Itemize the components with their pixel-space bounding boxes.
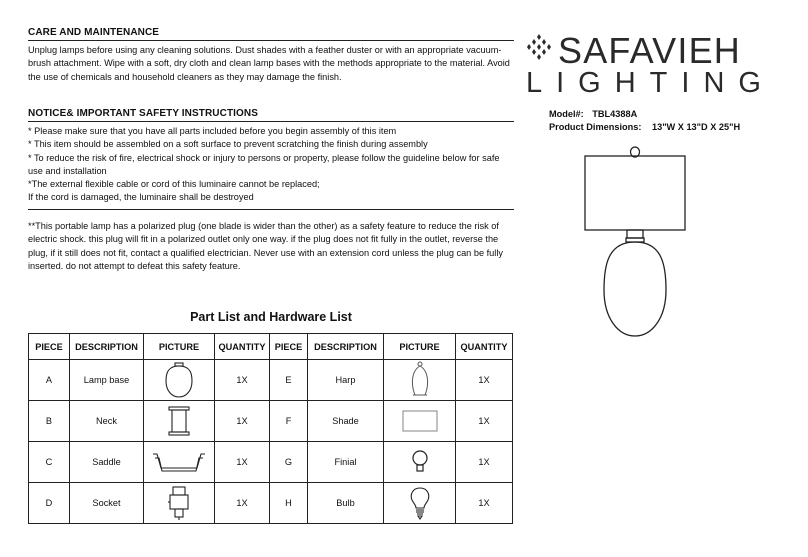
- finial-icon: [409, 449, 431, 475]
- picture-cell: [144, 483, 215, 524]
- dimensions-label: Product Dimensions:: [549, 122, 642, 132]
- safety-line-2: * This item should be assembled on a soft surface to prevent scratching the finish during assembly: [28, 139, 428, 150]
- model-label: Model#:: [549, 109, 584, 119]
- safety-divider: [28, 121, 514, 122]
- picture-cell: [144, 360, 215, 401]
- header-piece: PIECE: [270, 334, 308, 360]
- description-cell: Socket: [70, 483, 144, 524]
- description-cell: Bulb: [308, 483, 384, 524]
- brand-name: SAFAVIEH: [558, 30, 741, 71]
- care-divider: [28, 40, 514, 41]
- neck-icon: [166, 405, 192, 437]
- header-quantity: QUANTITY: [456, 334, 513, 360]
- safety-line-4: *The external flexible cable or cord of this luminaire cannot be replaced;: [28, 179, 320, 190]
- header-description: DESCRIPTION: [70, 334, 144, 360]
- piece-cell: C: [29, 442, 70, 483]
- piece-cell: F: [270, 401, 308, 442]
- header-description: DESCRIPTION: [308, 334, 384, 360]
- care-heading: CARE AND MAINTENANCE: [28, 27, 160, 38]
- care-section: [28, 27, 514, 84]
- bulb-icon: [408, 486, 432, 520]
- piece-cell: B: [29, 401, 70, 442]
- safety-section: [28, 108, 514, 213]
- description-cell: Shade: [308, 401, 384, 442]
- description-cell: Finial: [308, 442, 384, 483]
- brand-logo: [524, 30, 784, 100]
- safety-line-5: If the cord is damaged, the luminaire shall be destroyed: [28, 192, 254, 203]
- table-row: [29, 401, 513, 442]
- description-cell: Neck: [70, 401, 144, 442]
- model-line: [549, 108, 740, 121]
- polarized-text: **This portable lamp has a polarized plug (one blade is wider than the other) as a safety feature to reduce the risk of electric shock. this plug will fit in a polarized outlet only one way. if the plug does not fit fully in the outlet, reverse the plug, if it still does not fit, contact a qualified electrician. Never use with an extension cord unless the plug can be fully inserted. do not attempt to defeat this safety feature.: [28, 221, 503, 271]
- description-cell: Saddle: [70, 442, 144, 483]
- quantity-cell: 1X: [456, 442, 513, 483]
- saddle-icon: [151, 450, 207, 474]
- description-cell: Lamp base: [70, 360, 144, 401]
- lamp-base-icon: [164, 361, 194, 399]
- picture-cell: [384, 401, 456, 442]
- shade-icon: [401, 408, 439, 434]
- table-row: [29, 442, 513, 483]
- quantity-cell: 1X: [215, 360, 270, 401]
- safety-bottom-divider: [28, 209, 514, 210]
- header-piece: PIECE: [29, 334, 70, 360]
- header-picture: PICTURE: [144, 334, 215, 360]
- quantity-cell: 1X: [456, 483, 513, 524]
- description-cell: Harp: [308, 360, 384, 401]
- picture-cell: [384, 360, 456, 401]
- quantity-cell: 1X: [456, 360, 513, 401]
- piece-cell: A: [29, 360, 70, 401]
- dimensions-value: 13"W X 13"D X 25"H: [651, 122, 741, 132]
- model-value: TBL4388A: [592, 109, 638, 119]
- header-picture: PICTURE: [384, 334, 456, 360]
- care-text: Unplug lamps before using any cleaning solutions. Dust shades with a feather duster or with an appropriate vacuum-brush attachment. Wipe with a soft, dry cloth and clean lamp bases with the methods appropriate to the material. Avoid the use of chemicals and household cleaners as they may damage the finish.: [28, 45, 510, 82]
- picture-cell: [384, 483, 456, 524]
- safety-line-1: * Please make sure that you have all parts included before you begin assembly of this item: [28, 126, 397, 136]
- brand-subtitle: LIGHTING: [526, 67, 775, 99]
- piece-cell: H: [270, 483, 308, 524]
- polarized-section: [28, 220, 514, 273]
- dimensions-line: [549, 121, 740, 134]
- quantity-cell: 1X: [456, 401, 513, 442]
- quantity-cell: 1X: [215, 483, 270, 524]
- safety-line-3: * To reduce the risk of fire, electrical shock or injury to persons or property, please follow the guideline below for safe use and installation: [28, 152, 500, 176]
- table-row: [29, 360, 513, 401]
- parts-table: [28, 333, 513, 524]
- piece-cell: G: [270, 442, 308, 483]
- lamp-illustration: [580, 140, 690, 340]
- picture-cell: [384, 442, 456, 483]
- piece-cell: D: [29, 483, 70, 524]
- harp-icon: [408, 361, 432, 399]
- quantity-cell: 1X: [215, 401, 270, 442]
- parts-table-title: Part List and Hardware List: [190, 310, 352, 324]
- quantity-cell: 1X: [215, 442, 270, 483]
- table-row: [29, 483, 513, 524]
- picture-cell: [144, 401, 215, 442]
- chandelier-logo-icon: [524, 34, 554, 64]
- socket-icon: [166, 485, 192, 521]
- header-quantity: QUANTITY: [215, 334, 270, 360]
- table-header-row: [29, 334, 513, 360]
- piece-cell: E: [270, 360, 308, 401]
- model-info: [549, 108, 740, 134]
- picture-cell: [144, 442, 215, 483]
- safety-heading: NOTICE& IMPORTANT SAFETY INSTRUCTIONS: [28, 108, 258, 119]
